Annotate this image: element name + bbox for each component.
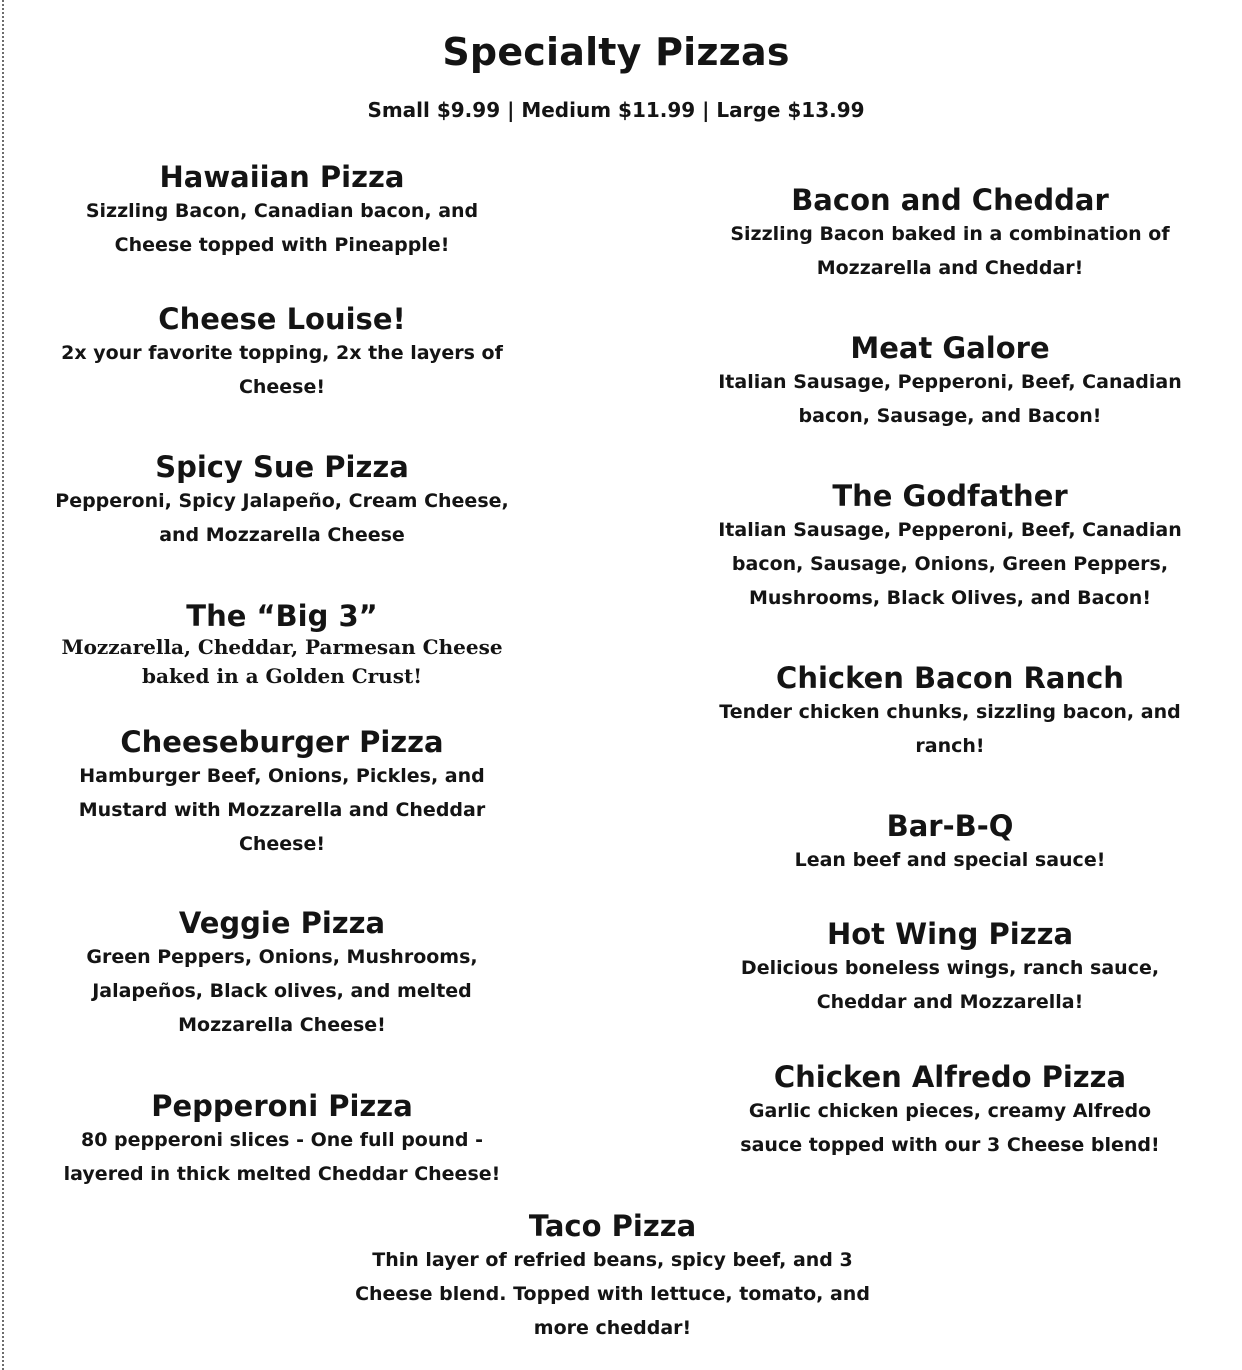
menu-item-hawaiian-pizza <box>30 160 534 262</box>
item-desc-line: Mozzarella, Cheddar, Parmesan Cheese <box>61 635 503 659</box>
menu-item-cheese-louise <box>30 302 534 404</box>
item-desc-line: Mozzarella Cheese! <box>178 1014 386 1036</box>
item-desc-line: Hamburger Beef, Onions, Pickles, and <box>79 765 485 787</box>
menu-item-bar-b-q <box>695 809 1205 877</box>
size-prices: Small $9.99 | Medium $11.99 | Large $13.99 <box>367 98 865 122</box>
item-name: Spicy Sue Pizza <box>155 450 409 484</box>
item-desc-line: Cheese topped with Pineapple! <box>114 234 450 256</box>
menu-item-big-3 <box>30 599 534 691</box>
item-desc-line: baked in a Golden Crust! <box>142 664 422 688</box>
item-desc-line: more cheddar! <box>533 1317 692 1339</box>
menu-item-bacon-and-cheddar <box>695 183 1205 285</box>
item-name: The Godfather <box>832 479 1068 513</box>
item-desc-line: Jalapeños, Black olives, and melted <box>92 980 472 1002</box>
item-desc-line: Garlic chicken pieces, creamy Alfredo <box>748 1100 1152 1122</box>
menu-item-the-godfather <box>695 479 1205 615</box>
item-desc-line: Tender chicken chunks, sizzling bacon, and <box>719 701 1181 723</box>
item-desc-line: Thin layer of refried beans, spicy beef, and 3 <box>372 1249 853 1271</box>
page-title: Specialty Pizzas <box>442 30 790 74</box>
item-desc-line: Mushrooms, Black Olives, and Bacon! <box>749 587 1151 609</box>
item-desc-line: Cheddar and Mozzarella! <box>816 991 1084 1013</box>
item-desc-line: Mustard with Mozzarella and Cheddar <box>78 799 486 821</box>
item-desc-line: bacon, Sausage, Onions, Green Peppers, <box>731 553 1169 575</box>
item-name: Chicken Alfredo Pizza <box>773 1060 1127 1094</box>
menu-item-hot-wing-pizza <box>695 917 1205 1019</box>
left-dotted-border <box>2 0 4 1370</box>
item-desc-line: Cheese! <box>238 833 326 855</box>
menu-item-spicy-sue-pizza <box>30 450 534 552</box>
item-name: Meat Galore <box>850 331 1050 365</box>
item-desc-line: Italian Sausage, Pepperoni, Beef, Canadian <box>718 519 1182 541</box>
item-name: Taco Pizza <box>528 1209 697 1243</box>
item-desc-line: Lean beef and special sauce! <box>794 849 1106 871</box>
item-desc-line: Mozzarella and Cheddar! <box>816 257 1084 279</box>
menu-item-meat-galore <box>695 331 1205 433</box>
item-desc-line: Pepperoni, Spicy Jalapeño, Cream Cheese, <box>55 490 509 512</box>
menu-item-chicken-bacon-ranch <box>695 661 1205 763</box>
item-desc-line: Green Peppers, Onions, Mushrooms, <box>86 946 478 968</box>
item-name: Cheese Louise! <box>158 302 406 336</box>
menu-item-pepperoni-pizza <box>30 1089 534 1191</box>
item-desc-line: ranch! <box>915 735 985 757</box>
item-name: Hot Wing Pizza <box>826 917 1074 951</box>
menu-item-veggie-pizza <box>30 906 534 1042</box>
item-desc-line: 80 pepperoni slices - One full pound - <box>80 1129 484 1151</box>
item-name: Chicken Bacon Ranch <box>776 661 1124 695</box>
menu-item-cheeseburger-pizza <box>30 725 534 861</box>
menu-item-chicken-alfredo-pizza <box>695 1060 1205 1162</box>
item-name: Pepperoni Pizza <box>151 1089 413 1123</box>
item-name: Bacon and Cheddar <box>791 183 1109 217</box>
item-desc-line: Cheese blend. Topped with lettuce, tomato, and <box>355 1283 870 1305</box>
item-desc-line: Sizzling Bacon baked in a combination of <box>730 223 1170 245</box>
item-desc-line: Sizzling Bacon, Canadian bacon, and <box>85 200 479 222</box>
item-desc-line: bacon, Sausage, and Bacon! <box>798 405 1102 427</box>
item-name: Cheeseburger Pizza <box>120 725 444 759</box>
item-desc-line: and Mozzarella Cheese <box>159 524 405 546</box>
item-desc-line: layered in thick melted Cheddar Cheese! <box>63 1163 501 1185</box>
item-desc-line: Delicious boneless wings, ranch sauce, <box>740 957 1160 979</box>
item-desc-line: Italian Sausage, Pepperoni, Beef, Canadian <box>718 371 1182 393</box>
item-desc-line: Cheese! <box>238 376 326 398</box>
item-name: Hawaiian Pizza <box>159 160 405 194</box>
item-desc-line: 2x your favorite topping, 2x the layers of <box>61 342 503 364</box>
item-name: Bar-B-Q <box>886 809 1014 843</box>
item-name: The “Big 3” <box>186 599 378 633</box>
item-desc-line: sauce topped with our 3 Cheese blend! <box>740 1134 1160 1156</box>
item-name: Veggie Pizza <box>178 906 386 940</box>
menu-item-taco-pizza <box>330 1209 895 1345</box>
